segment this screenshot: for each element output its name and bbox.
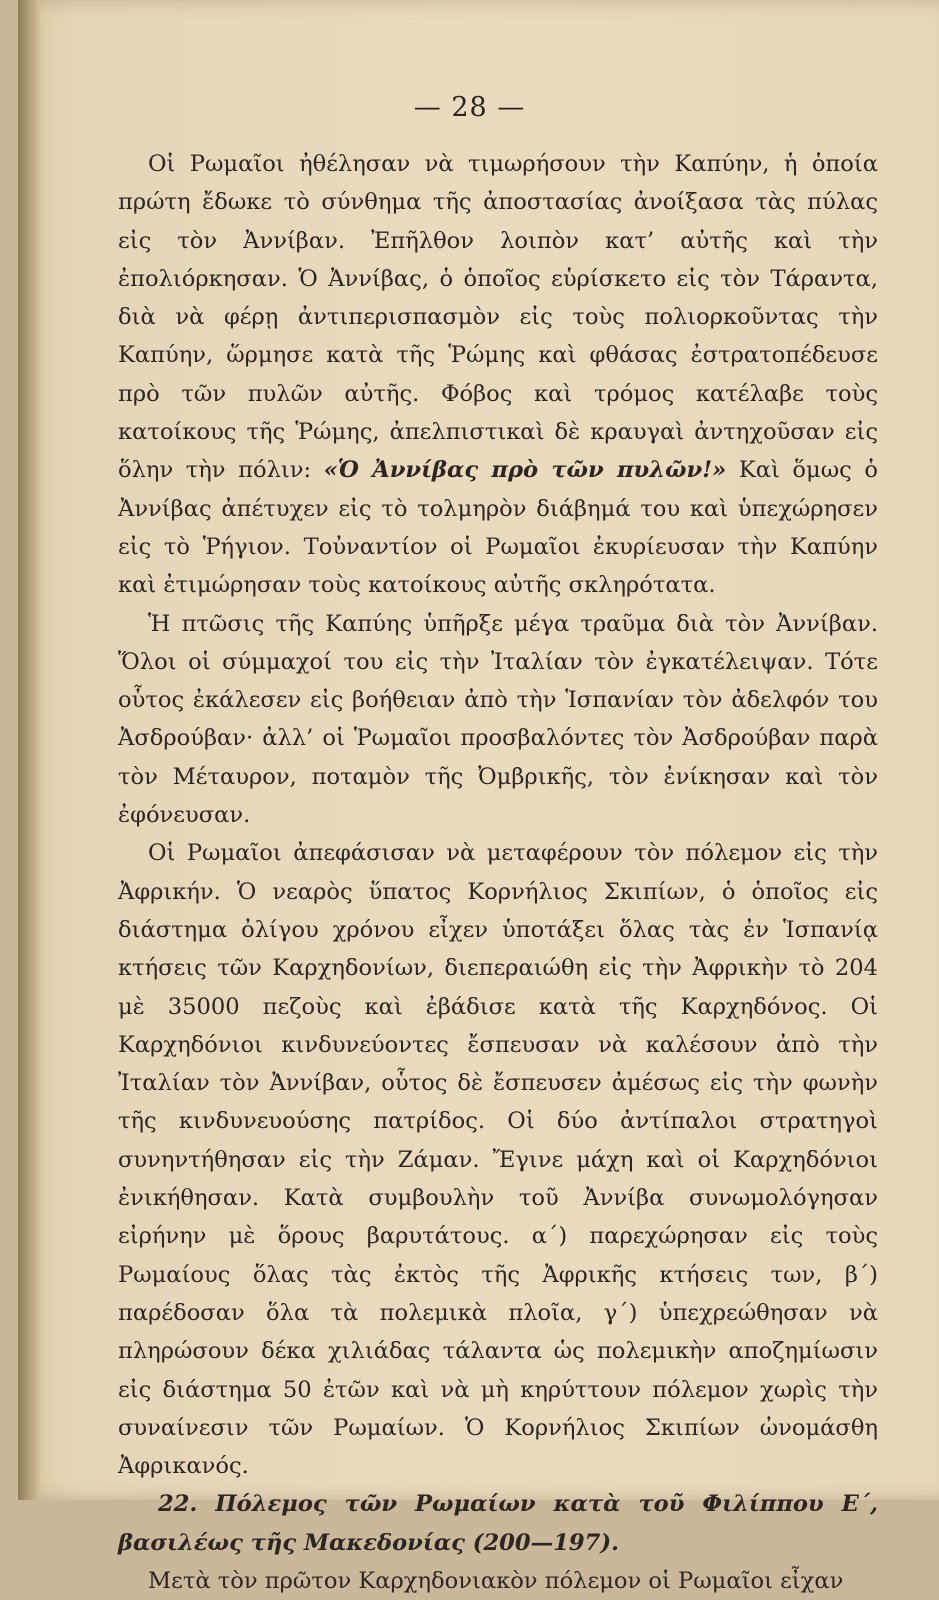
page-body xyxy=(118,145,878,1600)
paragraph-fall-of-capua: Ἡ πτῶσις τῆς Καπύης ὑπῆρξε μέγα τραῦμα διὰ τὸν Ἀννίβαν. Ὅλοι οἱ σύμμαχοί του εἰς τὴν Ἰταλίαν τὸν ἐγκατέλειψαν. Τότε οὗτος ἐκάλεσεν εἰς βοήθειαν ἀπὸ τὴν Ἱσπανίαν τὸν ἀδελφόν του Ἀσδρούβαν· ἀλλ’ οἱ Ῥωμαῖοι προσβαλόντες τὸν Ἀσδρούβαν παρὰ τὸν Μέταυρον, ποταμὸν τῆς Ὀμβρικῆς, τὸν ἐνίκησαν καὶ τὸν ἐφόνευσαν. xyxy=(118,610,878,829)
page-spine-shadow xyxy=(18,0,40,1500)
paragraph-text: Οἱ Ρωμαῖοι ἠθέλησαν νὰ τιμωρήσουν τὴν Καπύην, ἡ ὁποία πρώτη ἔδωκε τὸ σύνθημα τῆς ἀποστασίας ἀνοίξασα τὰς πύλας εἰς τὸν Ἀννίβαν. Ἐπῆλθον λοιπὸν κατ’ αὐτῆς καὶ τὴν ἐπολιόρκησαν. Ὁ Ἀννίβας, ὁ ὁποῖος εὑρίσκετο εἰς τὸν Τάραντα, διὰ νὰ φέρῃ ἀντιπερισπασμὸν εἰς τοὺς πολιορκοῦντας τὴν Καπύην, ὥρμησε κατὰ τῆς Ῥώμης καὶ φθάσας ἐστρατοπέδευσε πρὸ τῶν πυλῶν αὐτῆς. Φόβος καὶ τρόμος κατέλαβε τοὺς κατοίκους τῆς Ῥώμης, ἀπελπιστικαὶ δὲ κραυγαὶ ἀντηχοῦσαν εἰς ὅλην τὴν πόλιν: xyxy=(118,151,878,484)
paragraph-last-line: Μετὰ τὸν πρῶτον Καρχηδονιακὸν πόλεμον οἱ Ρωμαῖοι εἶχαν xyxy=(148,1567,844,1594)
page-number: — 28 — xyxy=(413,92,526,123)
paragraph-text: Καὶ ὅμως ὁ Ἀννίβας ἀπέτυχεν εἰς τὸ τολμηρὸν διάβημά του καὶ ὑπεχώρησεν εἰς τὸ Ῥήγιον. Τοὐναντίον οἱ Ρωμαῖοι ἐκυρίευσαν τὴν Καπύην καὶ ἐτιμώρησαν τοὺς κατοίκους αὐτῆς σκληρότατα. xyxy=(118,457,878,599)
quoted-cry: «Ὁ Ἀννίβας πρὸ τῶν πυλῶν!» xyxy=(323,457,727,484)
paragraph-africa: Οἱ Ρωμαῖοι ἀπεφάσισαν νὰ μεταφέρουν τὸν πόλεμον εἰς τὴν Ἀφρικήν. Ὁ νεαρὸς ὕπατος Κορνήλιος Σκιπίων, ὁ ὁποῖος εἰς διάστημα ὀλίγου χρόνου εἶχεν ὑποτάξει ὅλας τὰς ἐν Ἱσπανίᾳ κτήσεις τῶν Καρχηδονίων, διεπεραιώθη εἰς τὴν Ἀφρικὴν τὸ 204 μὲ 35000 πεζοὺς καὶ ἐβάδισε κατὰ τῆς Καρχηδόνος. Οἱ Καρχηδόνιοι κινδυνεύοντες ἔσπευσαν νὰ καλέσουν ἀπὸ τὴν Ἰταλίαν τὸν Ἀννίβαν, οὗτος δὲ ἔσπευσεν ἀμέσως εἰς τὴν φωνὴν τῆς κινδυνευούσης πατρίδος. Οἱ δύο ἀντίπαλοι στρατηγοὶ συνηντήθησαν εἰς τὴν Ζάμαν. Ἔγινε μάχη καὶ οἱ Καρχηδόνιοι ἐνικήθησαν. Κατὰ συμβουλὴν τοῦ Ἀννίβα συνωμολόγησαν εἰρήνην μὲ ὅρους βαρυτάτους. α΄) παρεχώρησαν εἰς τοὺς Ρωμαίους ὅλας τὰς ἐκτὸς τῆς Ἀφρικῆς κτήσεις των, β΄) παρέδοσαν ὅλα τὰ πολεμικὰ πλοῖα, γ΄) ὑπεχρεώθησαν νὰ πληρώσουν δέκα χιλιάδας τάλαντα ὡς πολεμικὴν αποζημίωσιν εἰς διάστημα 50 ἐτῶν καὶ νὰ μὴ κηρύττουν πόλεμον χωρὶς τὴν συναίνεσιν τῶν Ρωμαίων. Ὁ Κορνήλιος Σκιπίων ὠνομάσθη Ἀφρικανός. xyxy=(118,840,878,1480)
section-heading: 22. Πόλεμος τῶν Ρωμαίων κατὰ τοῦ Φιλίππου Ε΄, βασιλέως τῆς Μακεδονίας (200—197). xyxy=(118,1491,878,1556)
paragraph-capua xyxy=(118,145,878,605)
